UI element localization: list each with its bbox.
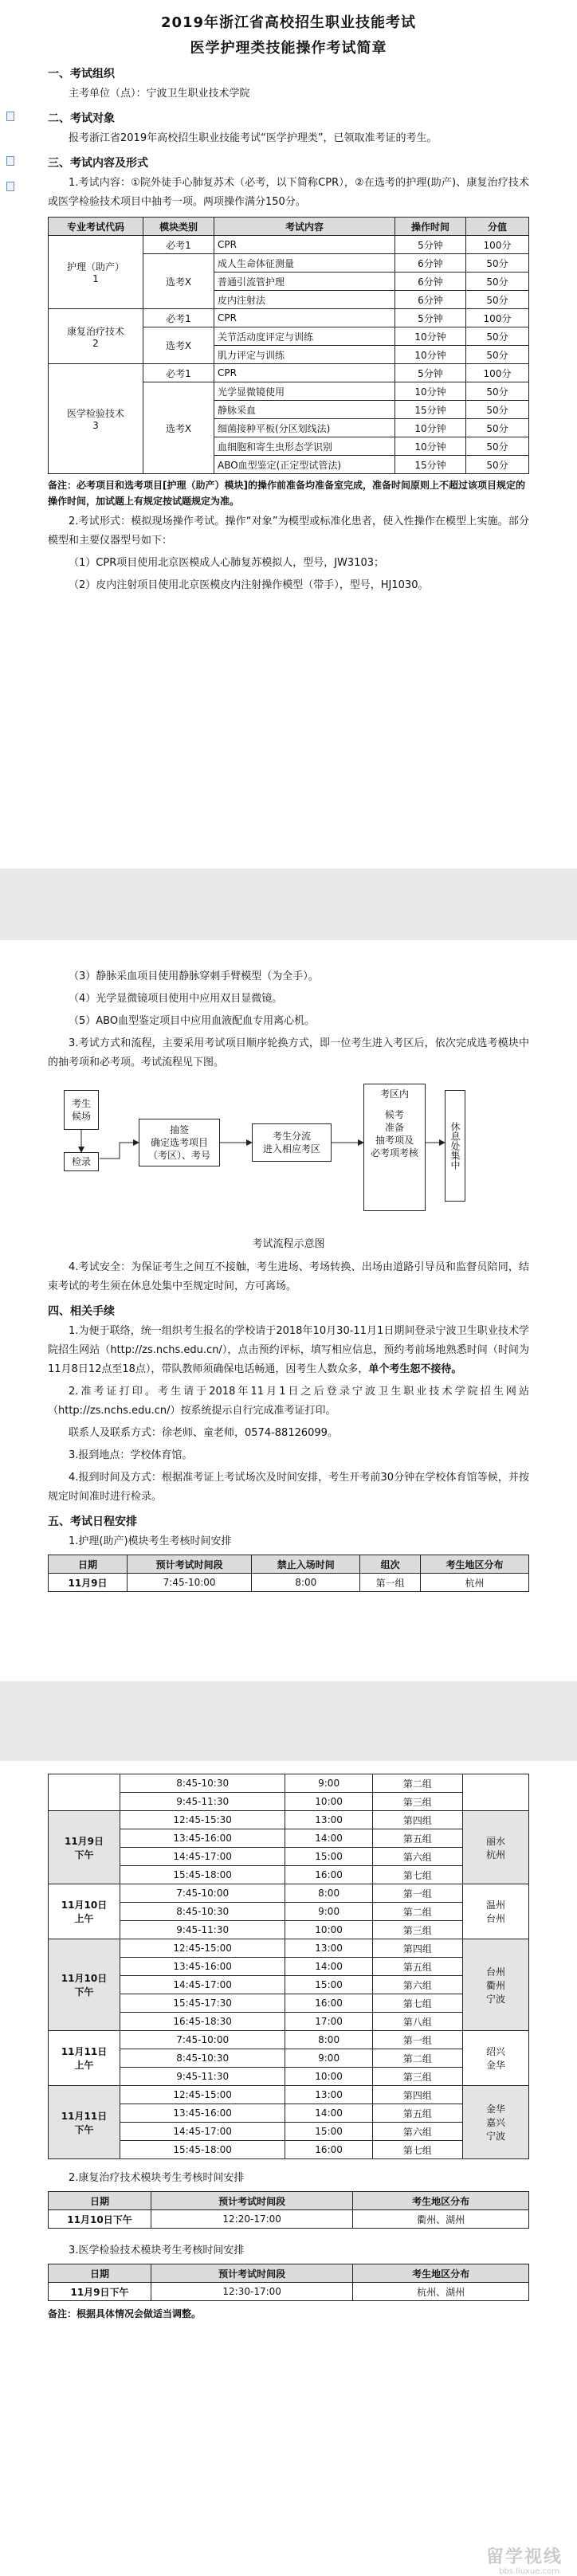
table-row xyxy=(49,1994,529,2013)
table-cell: 9:45-11:30 xyxy=(120,1921,285,1939)
table-cell: 8:45-10:30 xyxy=(120,1774,285,1793)
table-cell: 8:00 xyxy=(252,1574,360,1592)
table-row xyxy=(49,2104,529,2123)
table-cell: 12:30-17:00 xyxy=(151,2283,353,2301)
schedule-area: 台州 衢州 宁波 xyxy=(463,1939,529,2031)
table-cell: 第八组 xyxy=(372,2013,462,2031)
exam-time: 10分钟 xyxy=(395,327,466,346)
page-1 xyxy=(0,0,577,868)
table-row xyxy=(49,1774,529,1793)
page-gap xyxy=(0,1681,577,1761)
table-cell: 14:45-17:00 xyxy=(120,2123,285,2141)
table-row xyxy=(49,1939,529,1958)
exam-time: 6分钟 xyxy=(395,291,466,309)
exam-time: 10分钟 xyxy=(395,437,466,456)
table-cell: 第三组 xyxy=(372,1793,462,1811)
exam-score: 50分 xyxy=(466,346,529,364)
table-cell: 第六组 xyxy=(372,2123,462,2141)
table-cell: 14:45-17:00 xyxy=(120,1976,285,1994)
table-cell: 17:00 xyxy=(285,2013,373,2031)
table-cell: 13:00 xyxy=(285,2086,373,2104)
table-row xyxy=(49,1884,529,1903)
table-cell: 杭州、湖州 xyxy=(353,2283,529,2301)
table-cell: 13:45-16:00 xyxy=(120,2104,285,2123)
section-1-body: 主考单位（点）：宁波卫生职业技术学院 xyxy=(69,88,250,100)
exam-content-table xyxy=(48,217,529,474)
page-3 xyxy=(0,1761,577,2576)
table-cell: 9:00 xyxy=(285,2049,373,2068)
table-cell: 第二组 xyxy=(372,2049,462,2068)
exam-area-step: 必考项考核 xyxy=(370,1147,418,1159)
table-note: 备注：必考项目和选考项目[护理（助产）模块]的操作前准备均准备室完成，准备时间原则上不超过该项目规定的操作时间，加试题上有规定按试题规定为准。 xyxy=(48,480,525,507)
exam-score: 50分 xyxy=(466,419,529,437)
exam-score: 100分 xyxy=(466,236,529,254)
module-category: 必考1 xyxy=(143,309,214,327)
module-category: 必考1 xyxy=(143,236,214,254)
schedule-date: 11月11日 下午 xyxy=(49,2086,120,2159)
schedule-area xyxy=(463,1774,529,1811)
exam-item: 关节活动度评定与训练 xyxy=(214,327,395,346)
table-cell: 11月9日下午 xyxy=(49,2283,151,2301)
watermark-url: bbs.liuxue.com xyxy=(499,2567,559,2576)
table-cell: 第六组 xyxy=(372,1848,462,1866)
table-header: 考试内容 xyxy=(214,218,395,236)
table-row xyxy=(49,1829,529,1848)
table-cell: 7:45-10:00 xyxy=(128,1574,252,1592)
exam-time: 6分钟 xyxy=(395,254,466,272)
exam-area-step: 候考 xyxy=(384,1109,404,1120)
section-4-time: 4.报到时间及方式：根据准考证上考试场次及时间安排，考生开考前30分钟在学校体育馆等候，并按规定时间准时进行检录。 xyxy=(48,1472,529,1503)
section-4-location: 3.报到地点：学校体育馆。 xyxy=(69,1449,193,1461)
model-item: （3）静脉采血项目使用静脉穿刺手臂模型（为全手）。 xyxy=(69,970,319,982)
exam-time: 5分钟 xyxy=(395,364,466,382)
comment-marker-icon xyxy=(6,182,14,191)
table-cell: 第五组 xyxy=(372,1958,462,1976)
model-item: （4）光学显微镜项目使用中应用双目显微镜。 xyxy=(69,993,283,1005)
exam-score: 50分 xyxy=(466,382,529,401)
table-cell: 衢州、湖州 xyxy=(353,2210,529,2229)
table-cell: 第一组 xyxy=(372,1884,462,1903)
exam-item: 血细胞和寄生虫形态学识别 xyxy=(214,437,395,456)
table-cell: 15:00 xyxy=(285,2123,373,2141)
exam-item: 普通引流管护理 xyxy=(214,272,395,291)
section-2-body: 报考浙江省2019年高校招生职业技能考试“医学护理类”，已领取准考证的考生。 xyxy=(69,132,438,144)
table-cell: 第七组 xyxy=(372,1866,462,1884)
model-item: （1）CPR项目使用北京医模成人心肺复苏模拟人，型号，JW3103； xyxy=(69,557,384,569)
exam-item: CPR xyxy=(214,309,395,327)
exam-score: 50分 xyxy=(466,254,529,272)
schedule-date: 11月11日 上午 xyxy=(49,2031,120,2086)
schedule-date: 11月10日 下午 xyxy=(49,1939,120,2031)
exam-flowchart xyxy=(48,1079,529,1230)
table-cell: 15:00 xyxy=(285,1976,373,1994)
section-3-heading: 三、考试内容及形式 xyxy=(48,157,148,170)
rehab-schedule-table xyxy=(48,2191,529,2229)
schedule-area: 绍兴 金华 xyxy=(463,2031,529,2086)
exam-score: 50分 xyxy=(466,291,529,309)
table-cell: 第六组 xyxy=(372,1976,462,1994)
table-cell: 15:45-17:30 xyxy=(120,1994,285,2013)
exam-time: 15分钟 xyxy=(395,456,466,474)
section-4-heading: 四、相关手续 xyxy=(48,1305,115,1318)
exam-item: 细菌接种平板(分区划线法) xyxy=(214,419,395,437)
table-row xyxy=(49,2013,529,2031)
table-header: 预计考试时间段 xyxy=(151,2264,353,2283)
nursing-schedule-table xyxy=(48,1555,529,1592)
page-2 xyxy=(0,940,577,1681)
table-row xyxy=(49,2141,529,2159)
module-category: 选考X xyxy=(143,254,214,309)
section-4-para-1 xyxy=(48,1322,529,1379)
table-header: 日期 xyxy=(49,1555,128,1574)
exam-item: CPR xyxy=(214,236,395,254)
exam-score: 50分 xyxy=(466,327,529,346)
table-cell: 16:45-18:30 xyxy=(120,2013,285,2031)
table-header: 考生地区分布 xyxy=(353,2192,529,2210)
table-cell: 15:45-18:00 xyxy=(120,2141,285,2159)
exam-time: 10分钟 xyxy=(395,382,466,401)
table-cell: 第四组 xyxy=(372,1939,462,1958)
section-1-heading: 一、考试组织 xyxy=(48,68,115,80)
doc-title: 2019年浙江省高校招生职业技能考试 xyxy=(160,14,417,31)
table-cell: 第三组 xyxy=(372,2068,462,2086)
table-header: 分值 xyxy=(466,218,529,236)
exam-area-step: 抽考项及 xyxy=(375,1135,414,1146)
registration-warning: 单个考生恕不接待。 xyxy=(368,1363,462,1375)
exam-score: 50分 xyxy=(466,272,529,291)
table-header: 预计考试时间段 xyxy=(128,1555,252,1574)
table-row xyxy=(49,1793,529,1811)
section-4-contact: 联系人及联系方式：徐老师、童老师，0574-88126099。 xyxy=(69,1427,338,1439)
table-header: 考生地区分布 xyxy=(420,1555,528,1574)
registration-text: 1.为便于联络，统一组织考生报名的学校请于2018年10月30-11月1日期间登录宁波卫生职业技术学院招生网站（http://zs.nchs.edu.cn/），点击预约评标，填写相应信息，预约考前场地熟悉时间（时间为11月8日12点至18点），带队教师须确保电话畅通，因考生人数众多， xyxy=(48,1325,529,1375)
lab-schedule-table xyxy=(48,2264,529,2301)
arrow xyxy=(100,1143,139,1159)
exam-content-body xyxy=(49,236,529,474)
table-row xyxy=(49,1976,529,1994)
table-cell: 16:00 xyxy=(285,1994,373,2013)
exam-score: 100分 xyxy=(466,309,529,327)
comment-marker-icon xyxy=(6,156,14,166)
section-3-para-1: 1.考试内容：①院外徒手心肺复苏术（必考，以下简称CPR），②在选考的护理(助产)、康复治疗技术或医学检验技术项目中抽考一项。两项操作满分150分。 xyxy=(48,177,529,208)
table-cell: 12:45-15:00 xyxy=(120,1939,285,1958)
table-cell: 8:45-10:30 xyxy=(120,1903,285,1921)
module-category: 选考X xyxy=(143,327,214,364)
table-cell: 13:00 xyxy=(285,1811,373,1829)
table-cell: 第三组 xyxy=(372,1921,462,1939)
schedule-date xyxy=(49,1774,120,1811)
table-cell: 第一组 xyxy=(372,2031,462,2049)
flow-node-exam-area xyxy=(363,1084,426,1211)
schedule-area: 金华 嘉兴 宁波 xyxy=(463,2086,529,2159)
exam-time: 5分钟 xyxy=(395,236,466,254)
exam-time: 15分钟 xyxy=(395,401,466,419)
exam-item: ABO血型鉴定(正定型试管法) xyxy=(214,456,395,474)
table-cell: 8:00 xyxy=(285,2031,373,2049)
table-cell: 10:00 xyxy=(285,2068,373,2086)
exam-score: 50分 xyxy=(466,456,529,474)
flow-node-draw: 抽签 确定选考项目 （考区）、考号 xyxy=(139,1119,220,1166)
table-cell: 9:45-11:30 xyxy=(120,2068,285,2086)
flowchart-caption: 考试流程示意图 xyxy=(252,1238,325,1250)
section-3-para-2: 2.考试形式：模拟现场操作考试。操作“对象”为模型或标准化患者，使入性操作在模型上实施。部分模型和主要仪器型号如下： xyxy=(48,516,529,547)
table-header: 日期 xyxy=(49,2192,151,2210)
section-5-heading: 五、考试日程安排 xyxy=(48,1515,137,1528)
section-2-heading: 二、考试对象 xyxy=(48,112,115,125)
table-row xyxy=(49,1848,529,1866)
module-category: 选考X xyxy=(143,382,214,474)
table-row xyxy=(49,2031,529,2049)
table-cell: 13:00 xyxy=(285,1939,373,1958)
flow-node-waiting: 考生 候场 xyxy=(64,1090,99,1130)
doc-subtitle: 医学护理类技能操作考试简章 xyxy=(190,40,387,57)
table-row xyxy=(49,1958,529,1976)
exam-item: 肌力评定与训练 xyxy=(214,346,395,364)
table-cell: 第五组 xyxy=(372,2104,462,2123)
exam-item: 光学显微镜使用 xyxy=(214,382,395,401)
table-cell: 10:00 xyxy=(285,1793,373,1811)
table-cell: 14:45-17:00 xyxy=(120,1848,285,1866)
table-row xyxy=(49,2049,529,2068)
table-cell: 14:00 xyxy=(285,2104,373,2123)
exam-score: 100分 xyxy=(466,364,529,382)
section-4-para-2: 2.准考证打印。考生请于2018年11月1日之后登录宁波卫生职业技术学院招生网站（http://zs.nchs.edu.cn/）按系统提示自行完成准考证打印。 xyxy=(48,1386,529,1417)
table-row xyxy=(49,1574,529,1592)
table-cell: 第七组 xyxy=(372,2141,462,2159)
model-item: （5）ABO血型鉴定项目中应用血液配血专用离心机。 xyxy=(69,1015,316,1027)
table-cell: 9:00 xyxy=(285,1774,373,1793)
schedule-2-title: 2.康复治疗技术模块考生考核时间安排 xyxy=(69,2172,245,2184)
schedule-1-title: 1.护理(助产)模块考生考核时间安排 xyxy=(69,1535,232,1547)
exam-time: 10分钟 xyxy=(395,419,466,437)
table-header: 日期 xyxy=(49,2264,151,2283)
section-3-para-3: 3.考试方式和流程，主要采用考试项目顺序轮换方式，即一位考生进入考区后，依次完成选考模块中的抽考项和必考项。考试流程见下图。 xyxy=(48,1037,529,1068)
table-cell: 15:00 xyxy=(285,1848,373,1866)
schedule-3-title: 3.医学检验技术模块考生考核时间安排 xyxy=(69,2245,245,2256)
table-cell: 第二组 xyxy=(372,1903,462,1921)
exam-item: 成人生命体征测量 xyxy=(214,254,395,272)
table-header: 考生地区分布 xyxy=(353,2264,529,2283)
exam-time: 6分钟 xyxy=(395,272,466,291)
exam-time: 10分钟 xyxy=(395,346,466,364)
table-row xyxy=(49,1921,529,1939)
schedule-area: 丽水 杭州 xyxy=(463,1811,529,1884)
table-cell: 第四组 xyxy=(372,1811,462,1829)
table-cell: 第七组 xyxy=(372,1994,462,2013)
schedule-date: 11月9日 下午 xyxy=(49,1811,120,1884)
module-code: 康复治疗技术 2 xyxy=(49,309,143,364)
table-header: 模块类别 xyxy=(143,218,214,236)
table-row xyxy=(49,2210,529,2229)
table-cell: 14:00 xyxy=(285,1958,373,1976)
exam-time: 5分钟 xyxy=(395,309,466,327)
table-header: 操作时间 xyxy=(395,218,466,236)
flow-node-rest: 休息处集中 xyxy=(445,1090,465,1202)
exam-item: CPR xyxy=(214,364,395,382)
flow-node-checkin: 检录 xyxy=(64,1152,99,1171)
table-row xyxy=(49,2068,529,2086)
table-cell: 16:00 xyxy=(285,2141,373,2159)
schedule-date: 11月10日 上午 xyxy=(49,1884,120,1939)
table-header: 禁止入场时间 xyxy=(252,1555,360,1574)
table-cell: 12:45-15:00 xyxy=(120,2086,285,2104)
table-row xyxy=(49,2283,529,2301)
table-cell: 7:45-10:00 xyxy=(120,2031,285,2049)
table-cell: 11月9日 xyxy=(49,1574,128,1592)
comment-marker-icon xyxy=(6,112,14,121)
table-header: 专业考试代码 xyxy=(49,218,143,236)
table-cell: 第四组 xyxy=(372,2086,462,2104)
table-cell: 9:00 xyxy=(285,1903,373,1921)
table-cell: 8:45-10:30 xyxy=(120,2049,285,2068)
table-cell: 12:45-15:30 xyxy=(120,1811,285,1829)
module-code: 护理（助产） 1 xyxy=(49,236,143,309)
table-cell: 第二组 xyxy=(372,1774,462,1793)
table-row xyxy=(49,2086,529,2104)
table-cell: 13:45-16:00 xyxy=(120,1958,285,1976)
table-cell: 8:00 xyxy=(285,1884,373,1903)
table-row xyxy=(49,1811,529,1829)
table-cell: 15:45-18:00 xyxy=(120,1866,285,1884)
page-gap xyxy=(0,868,577,940)
exam-score: 50分 xyxy=(466,401,529,419)
table-header: 预计考试时间段 xyxy=(151,2192,353,2210)
table-cell: 11月10日下午 xyxy=(49,2210,151,2229)
table-cell: 杭州 xyxy=(420,1574,528,1592)
table-cell: 16:00 xyxy=(285,1866,373,1884)
table-cell: 9:45-11:30 xyxy=(120,1793,285,1811)
table-row xyxy=(49,1866,529,1884)
exam-score: 50分 xyxy=(466,437,529,456)
exam-item: 静脉采血 xyxy=(214,401,395,419)
table-cell: 14:00 xyxy=(285,1829,373,1848)
table-header: 组次 xyxy=(360,1555,421,1574)
section-3-para-4: 4.考试安全：为保证考生之间互不接触，考生进场、考场转换、出场由道路引导员和监督员陪同，结束考试的考生须在休息处集中至规定时间，方可离场。 xyxy=(48,1261,529,1292)
exam-item: 皮内注射法 xyxy=(214,291,395,309)
exam-area-step: 准备 xyxy=(384,1122,404,1133)
table-cell: 7:45-10:00 xyxy=(120,1884,285,1903)
schedule-note: 备注：根据具体情况会做适当调整。 xyxy=(48,2308,202,2319)
schedule-body xyxy=(49,1774,529,2159)
table-row xyxy=(49,1903,529,1921)
table-cell: 12:20-17:00 xyxy=(151,2210,353,2229)
flow-node-dispatch: 考生分流 进入相应考区 xyxy=(252,1123,332,1162)
module-category: 必考1 xyxy=(143,364,214,382)
nursing-schedule-continued xyxy=(48,1774,529,2159)
watermark-logo: 留学视线 xyxy=(485,2547,563,2567)
table-row xyxy=(49,2123,529,2141)
model-item: （2）皮内注射项目使用北京医模皮内注射操作模型（带手），型号，HJ1030。 xyxy=(69,579,429,591)
table-cell: 第五组 xyxy=(372,1829,462,1848)
exam-area-title: 考区内 xyxy=(379,1088,409,1100)
table-cell: 13:45-16:00 xyxy=(120,1829,285,1848)
table-cell: 第一组 xyxy=(360,1574,421,1592)
module-code: 医学检验技术 3 xyxy=(49,364,143,474)
schedule-area: 温州 台州 xyxy=(463,1884,529,1939)
table-cell: 10:00 xyxy=(285,1921,373,1939)
